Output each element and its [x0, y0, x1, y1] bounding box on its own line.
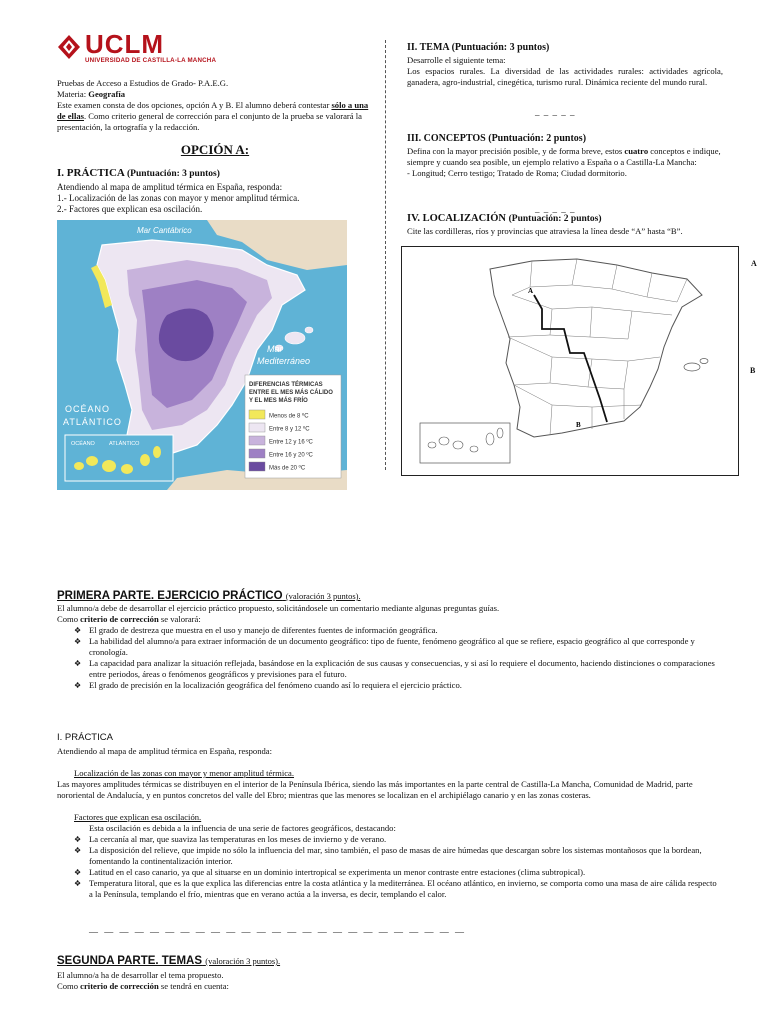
practica-title: I. PRÁCTICA	[57, 167, 125, 179]
label-cantabrico: Mar Cantábrico	[137, 226, 192, 235]
conceptos-points: (Puntuación: 2 puntos)	[488, 133, 587, 144]
legend-swatch	[249, 423, 265, 432]
legend-label: Más de 20 ºC	[269, 465, 306, 472]
tema-title: II. TEMA	[407, 42, 450, 53]
label-atlantico-2: ATLÁNTICO	[63, 417, 122, 427]
list-item: ❖ Temperatura litoral, que es la que explica las diferencias entre la costa atlántica y la mediterránea. El océano atlántico, en invierno, se comporta como una masa de aire cálida respecto a la Península, templando el frío, mientras que en verano actúa a la inversa, es decir, templando el calor.	[57, 878, 717, 900]
respuesta-heading: I. PRÁCTICA	[57, 732, 113, 743]
primera-parte-criterio	[57, 614, 717, 625]
conceptos-separator: _ _ _ _ _	[535, 204, 576, 214]
conceptos-list: - Longitud; Cerro testigo; Tratado de Roma; Ciudad dormitorio.	[407, 168, 627, 178]
respuesta-p2: Esta oscilación es debida a la influencia de una serie de factores geográficos, destacando:	[89, 823, 396, 833]
primera-parte-title: PRIMERA PARTE. EJERCICIO PRÁCTICO	[57, 590, 283, 602]
tema-line1: Desarrolle el siguiente tema:	[407, 55, 506, 65]
legend-swatch	[249, 449, 265, 458]
segunda-parte-points: (valoración 3 puntos).	[205, 956, 281, 966]
legend-title-1: DIFERENCIAS TÉRMICAS	[249, 382, 323, 388]
practica-q1: 1.- Localización de las zonas con mayor y menor amplitud térmica.	[57, 193, 300, 203]
balearic-island-1	[285, 332, 305, 344]
localizacion-title: IV. LOCALIZACIÓN	[407, 213, 506, 224]
respuesta-factors-list	[57, 834, 717, 900]
inset-label-1: OCÉANO	[71, 441, 95, 447]
exam-line1: Pruebas de Acceso a Estudios de Grado- P.A.E.G.	[57, 78, 229, 88]
side-label-b: B	[750, 366, 756, 375]
conceptos-text-emph: cuatro	[624, 146, 649, 156]
segunda-parte-body	[57, 970, 717, 992]
exam-instructions-emph: sólo a una de ellas	[57, 100, 369, 121]
segunda-parte-heading	[57, 954, 280, 968]
canary-island-2	[86, 456, 98, 466]
materia-label: Materia:	[57, 89, 87, 99]
segunda-parte-title: SEGUNDA PARTE. TEMAS	[57, 955, 203, 967]
list-item: ❖ La habilidad del alumno/a para extraer información de un documento geográfico: tipo de fuente, fenómeno geográfico al que se refiere, espacio geográfico al que corresponde y cronología.	[57, 636, 717, 658]
segunda-parte-line1: El alumno/a ha de desarrollar el tema propuesto.	[57, 970, 224, 980]
thermal-amplitude-map-svg	[57, 220, 347, 490]
list-item: ❖ El grado de destreza que muestra en el uso y manejo de diferentes fuentes de información geográfica.	[57, 625, 717, 636]
materia-value: Geografía	[88, 89, 126, 99]
label-atlantico-1: OCÉANO	[65, 404, 111, 414]
list-item: ❖ La cercanía al mar, que suaviza las temperaturas en los meses de invierno y de verano.	[57, 834, 717, 845]
canary-island-3	[102, 460, 116, 472]
conceptos-body	[407, 146, 723, 179]
tema-points: (Puntuación: 3 puntos)	[451, 42, 550, 53]
respuesta-h2: Factores que explican esa oscilación.	[74, 812, 202, 822]
practica-questions	[57, 182, 373, 215]
conceptos-heading	[407, 133, 723, 146]
side-label-a: A	[751, 259, 757, 268]
localizacion-text: Cite las cordilleras, ríos y provincias que atraviesa la línea desde “A” hasta “B”.	[407, 226, 683, 236]
exam-intro	[57, 78, 373, 133]
conceptos-text-post: conceptos e indique, siempre y cuando sea posible, un ejemplo relativo a España o a Castilla-La Mancha:	[407, 146, 721, 167]
criterio2-pre: Como	[57, 981, 81, 991]
thermal-amplitude-map	[57, 220, 347, 490]
respuesta-h1: Localización de las zonas con mayor y menor amplitud térmica.	[74, 768, 295, 778]
conceptos-text-pre: Defina con la mayor precisión posible, y de forma breve, estos	[407, 146, 625, 156]
balearic-outline-1	[684, 363, 700, 371]
balearic-island-2	[305, 327, 313, 333]
legend-swatch	[249, 410, 265, 419]
tema-separator: _ _ _ _ _	[535, 107, 576, 117]
opcion-a-heading: OPCIÓN A:	[180, 142, 250, 157]
criterio-pre: Como	[57, 614, 81, 624]
primera-parte-body	[57, 603, 717, 691]
peninsula-outline	[490, 259, 702, 437]
primera-parte-line1: El alumno/a debe de desarrollar el ejercicio práctico propuesto, solicitándosele un comentario mediante algunas preguntas guías.	[57, 603, 500, 613]
list-item: ❖ El grado de precisión en la localización geográfica del fenómeno cuando así lo requiera el ejercicio práctico.	[57, 680, 717, 691]
exam-instructions-pre: Este examen consta de dos opciones, opción A y B. El alumno deberá contestar	[57, 100, 332, 110]
canary-island-4	[121, 464, 133, 474]
practica-heading	[57, 167, 220, 181]
practica-points: (Puntuación: 3 puntos)	[126, 169, 220, 179]
legend-swatch	[249, 436, 265, 445]
legend-title-3: Y EL MES MÁS FRÍO	[249, 398, 308, 404]
exam-instructions	[57, 100, 373, 133]
logo-subtitle: UNIVERSIDAD DE CASTILLA-LA MANCHA	[85, 57, 217, 64]
list-item: ❖ La capacidad para analizar la situación reflejada, basándose en la explicación de sus causas y consecuencias, y si así lo requiere el documento, haciendo distinciones o comparaciones entre periodos, áreas o fenómenos geográficos y previsiones para el futuro.	[57, 658, 717, 680]
conceptos-title: III. CONCEPTOS	[407, 133, 486, 144]
legend-label: Entre 12 y 16 ºC	[269, 439, 313, 446]
balearic-outline-2	[700, 359, 708, 364]
uclm-logo	[57, 29, 217, 68]
list-item: ❖ Latitud en el caso canario, ya que al situarse en un dominio intertropical se experimenta un menor contraste entre estaciones (clima subtropical).	[57, 867, 717, 878]
dashed-separator: — — — — — — — — — — — — — — — — — — — — — — — — —	[89, 927, 466, 937]
practica-q2: 2.- Factores que explican esa oscilación.	[57, 204, 203, 214]
materia-line	[57, 89, 373, 100]
criterio-post: se valorará:	[158, 614, 201, 624]
primera-parte-heading	[57, 589, 361, 603]
localizacion-heading	[407, 212, 723, 226]
legend-title-2: ENTRE EL MES MÁS CÁLIDO	[249, 390, 333, 396]
list-item: ❖ La disposición del relieve, que impide no sólo la influencia del mar, sino también, el paso de masas de aire húmedas que descargan sobre los sistemas montañosos que la bordean, fomentando la continentalización interior.	[57, 845, 717, 867]
canary-island-1	[74, 462, 84, 470]
localizacion-points: (Puntuación: 2 puntos)	[508, 214, 602, 224]
criterio2-post: se tendrá en cuenta:	[158, 981, 229, 991]
legend-label: Menos de 8 ºC	[269, 413, 309, 420]
legend-swatch	[249, 462, 265, 471]
exam-instructions-post: . Como criterio general de corrección para el conjunto de la prueba se valorará la presentación, la ortografía y la redacción.	[57, 111, 362, 132]
tema-heading	[407, 42, 723, 55]
criterio-emph: criterio de corrección	[80, 614, 159, 624]
label-mediterraneo-2: Mediterráneo	[257, 356, 311, 366]
point-b-label: B	[576, 421, 581, 429]
uclm-emblem-icon	[57, 34, 81, 60]
conceptos-instructions	[407, 146, 723, 168]
tema-line2: Los espacios rurales. La diversidad de las actividades rurales: actividades agrícola, ganadera, agro-industrial, cinegética, turismo rural. Dinámica reciente del mundo rural.	[407, 66, 723, 87]
criterio2-emph: criterio de corrección	[80, 981, 159, 991]
column-divider	[385, 40, 386, 470]
provinces-map-svg	[402, 247, 738, 475]
respuesta-intro: Atendiendo al mapa de amplitud térmica en España, responda:	[57, 746, 273, 756]
inset-label-2: ATLÁNTICO	[109, 441, 140, 447]
respuesta-p1: Las mayores amplitudes térmicas se distribuyen en el interior de la Península Ibérica, siendo las más importantes en la parte central de Castilla-La Mancha, Comunidad de Madrid, parte nororiental de Andalucía, y en puntos concretos del valle del Ebro; mientras que las menores se localizan en el archipiélago canario y en las zonas costeras.	[57, 779, 693, 800]
point-a-label: A	[528, 287, 534, 295]
label-mediterraneo-1: Mar	[267, 344, 283, 354]
canary-island-5	[140, 454, 150, 466]
provinces-map	[401, 246, 739, 476]
legend-label: Entre 16 y 20 ºC	[269, 452, 313, 459]
practica-intro: Atendiendo al mapa de amplitud térmica en España, responda:	[57, 182, 283, 192]
logo-text: UCLM	[85, 29, 165, 59]
canary-island-6	[153, 446, 161, 458]
primera-parte-points: (valoración 3 puntos).	[285, 591, 361, 601]
tema-body	[407, 55, 723, 88]
segunda-parte-criterio	[57, 981, 717, 992]
respuesta-body	[57, 746, 717, 900]
primera-parte-criteria-list	[57, 625, 717, 691]
legend-label: Entre 8 y 12 ºC	[269, 426, 310, 433]
